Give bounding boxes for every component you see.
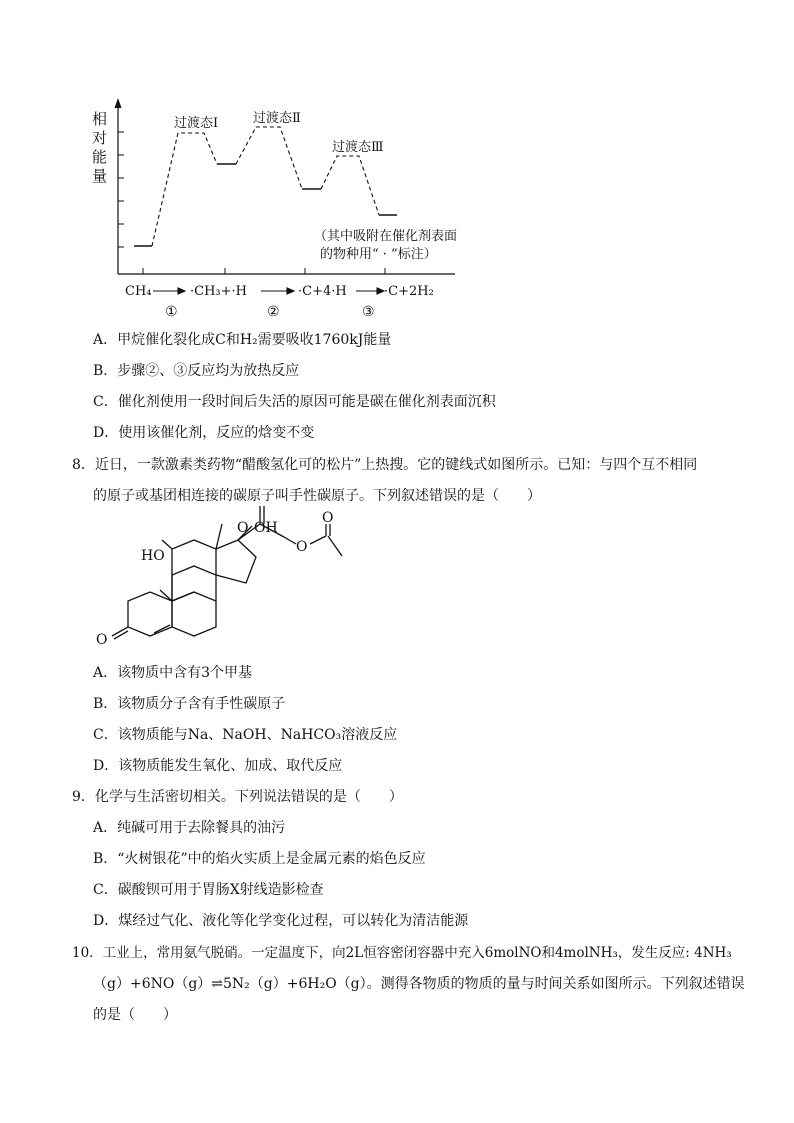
oh-label: OH <box>254 520 278 536</box>
q8-option-a: A．该物质中含有3个甲基 <box>93 665 253 681</box>
c3-o-label: O <box>96 632 108 648</box>
q8-stem-line: 的原子或基团相连接的碳原子叫手性碳原子。下列叙述错误的是（ ） <box>93 488 541 504</box>
diagram-note-line: （其中吸附在催化剂表面 <box>314 229 458 244</box>
step-label: ② <box>267 304 280 320</box>
species-c-4h: ·C+4·H <box>298 284 347 299</box>
q9-option-a: A．纯碱可用于去除餐具的油污 <box>93 820 286 836</box>
acyl-o-label: O <box>322 510 334 526</box>
ring-a <box>128 592 172 636</box>
ts3-label: 过渡态Ⅲ <box>332 140 384 155</box>
q10-line: （g）+6NO（g）⇌5N₂（g）+6H₂O（g）。测得各物质的物质的量与时间关系如图所示。下列叙述错误 <box>93 976 745 992</box>
q8-option-d: D．该物质能发生氧化、加成、取代反应 <box>93 758 343 774</box>
q8-stem-line: 8．近日，一款激素类药物“醋酸氢化可的松片”上热搜。它的键线式如图所示。已知：与四个互不相同 <box>72 457 698 473</box>
species-c-2h2: ·C+2H₂ <box>384 284 434 299</box>
q9-option-b: B．“火树银花”中的焰火实质上是金属元素的焰色反应 <box>93 851 426 867</box>
species-ch4: CH₄ <box>125 284 152 299</box>
y-label-char: 能 <box>92 148 108 166</box>
q9-option-c: C．碳酸钡可用于胃肠X射线造影检查 <box>93 882 324 898</box>
step-label: ③ <box>362 304 375 320</box>
q10-line: 的是（ ） <box>93 1007 177 1023</box>
ketone-o-label: O <box>237 520 249 536</box>
q7-option-d: D．使用该催化剂，反应的焓变不变 <box>93 425 315 441</box>
ts1-label: 过渡态Ⅰ <box>174 116 219 131</box>
species-ch3-h: ·CH₃+·H <box>190 284 247 299</box>
diagram-note-line: 的物种用“ · ”标注） <box>320 247 437 262</box>
q8-option-c: C．该物质能与Na、NaOH、NaHCO₃溶液反应 <box>93 727 398 743</box>
q8-option-b: B．该物质分子含有手性碳原子 <box>93 696 286 712</box>
ring-c <box>172 566 216 601</box>
y-label-char: 量 <box>92 167 108 185</box>
q7-option-b: B．步骤②、③反应均为放热反应 <box>93 363 300 379</box>
q7-option-c: C．催化剂使用一段时间后失活的原因可能是碳在催化剂表面沉积 <box>93 394 496 410</box>
ester-o-label: O <box>296 539 308 555</box>
q10-line: 10．工业上，常用氨气脱硝。一定温度下，向2L恒容密闭容器中充入6molNO和4molNH₃，发生反应: 4NH₃ <box>72 945 732 961</box>
ts2-label: 过渡态Ⅱ <box>253 111 301 126</box>
y-label-char: 对 <box>92 129 108 147</box>
y-label-char: 相 <box>92 110 108 128</box>
ring-d <box>216 540 256 583</box>
q9-stem: 9．化学与生活密切相关。下列说法错误的是（ ） <box>72 789 403 805</box>
q9-option-d: D．煤经过气化、液化等化学变化过程，可以转化为清洁能源 <box>93 913 469 929</box>
ho-label: HO <box>141 548 165 564</box>
q7-option-a: A．甲烷催化裂化成C和H₂需要吸收1760kJ能量 <box>93 332 392 348</box>
step-label: ① <box>165 304 178 320</box>
